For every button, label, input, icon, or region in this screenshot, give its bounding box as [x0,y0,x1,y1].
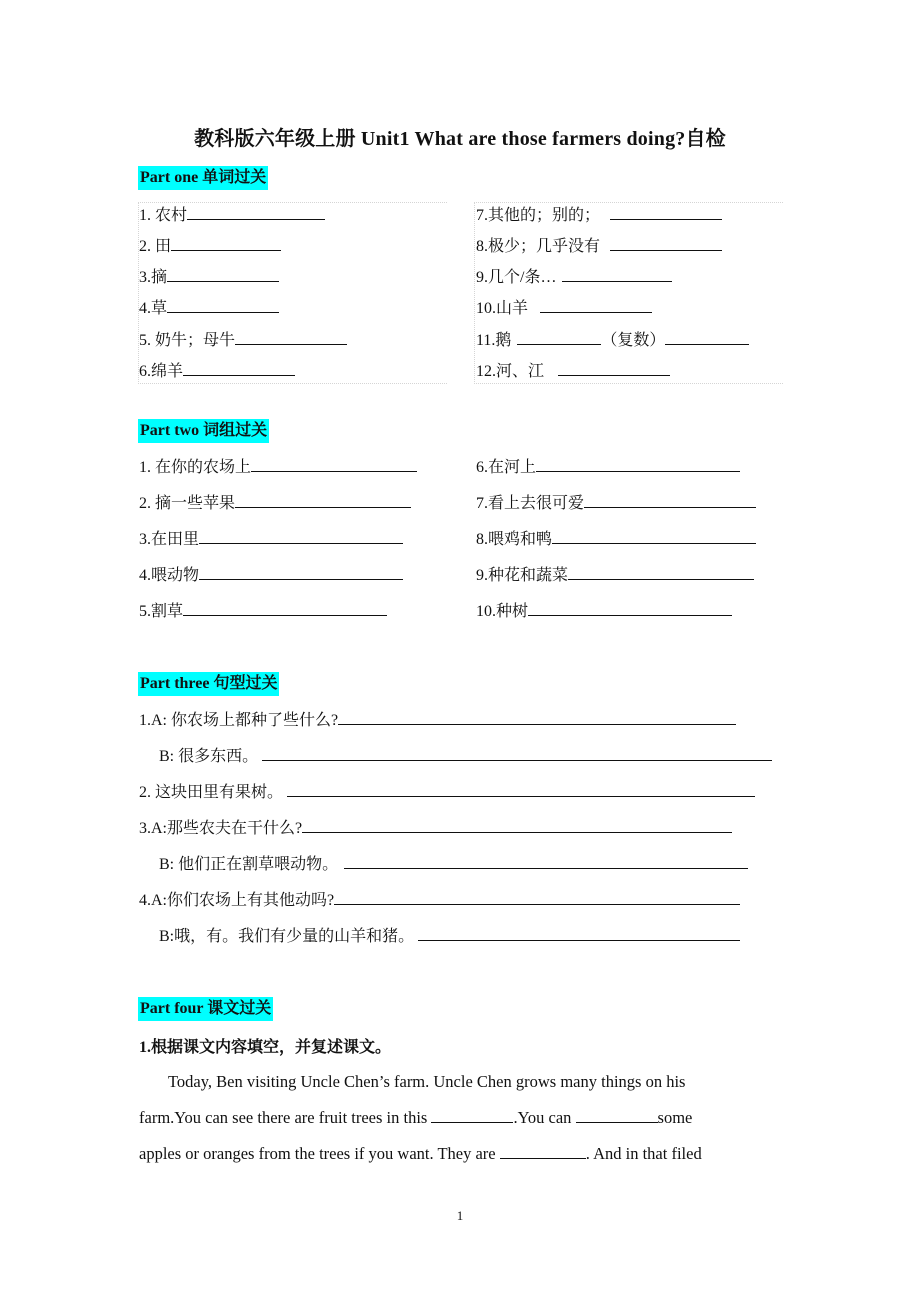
word-item: 7.其他的；别的； [476,201,722,229]
sentence-item: 1.A: 你农场上都种了些什么? [139,706,736,734]
word-item: 10.山羊 [476,294,652,322]
answer-blank[interactable] [235,326,347,345]
part-four-instruction: 1.根据课文内容填空，并复述课文。 [139,1039,392,1056]
phrase-item: 1. 在你的农场上 [139,453,417,481]
word-item: 6.绵羊 [139,357,295,385]
word-item: 2. 田 [139,232,281,260]
answer-blank[interactable] [199,525,403,544]
answer-blank[interactable] [418,922,740,941]
answer-blank[interactable] [558,357,670,376]
passage-line: apples or oranges from the trees if you want. They are . And in that filed [139,1136,702,1172]
phrase-item: 2. 摘一些苹果 [139,489,411,517]
phrase-item: 7.看上去很可爱 [476,489,756,517]
answer-blank[interactable] [287,778,755,797]
phrase-item: 5.割草 [139,597,387,625]
answer-blank[interactable] [302,814,732,833]
part-two-heading: Part two 词组过关 [138,419,269,443]
answer-blank[interactable] [171,232,281,251]
sentence-item: B: 他们正在割草喂动物。 [159,850,748,878]
answer-blank[interactable] [235,489,411,508]
answer-blank[interactable] [610,201,722,220]
part-four-heading: Part four 课文过关 [138,997,273,1021]
word-item: 4.草 [139,294,279,322]
sentence-item: B: 很多东西。 [159,742,772,770]
answer-blank[interactable] [540,294,652,313]
part-one-heading: Part one 单词过关 [138,166,268,190]
answer-blank[interactable] [536,453,740,472]
phrase-item: 8.喂鸡和鸭 [476,525,756,553]
answer-blank[interactable] [552,525,756,544]
answer-blank[interactable] [528,597,732,616]
phrase-item: 6.在河上 [476,453,740,481]
answer-blank[interactable] [251,453,417,472]
answer-blank[interactable] [500,1140,586,1159]
answer-blank[interactable] [431,1104,513,1123]
phrase-item: 10.种树 [476,597,732,625]
part-three-heading: Part three 句型过关 [138,672,279,696]
word-item: 11.鹅 （复数） [476,326,749,354]
phrase-item: 3.在田里 [139,525,403,553]
answer-blank[interactable] [199,561,403,580]
answer-blank[interactable] [517,326,601,345]
answer-blank[interactable] [610,232,722,251]
answer-blank[interactable] [167,294,279,313]
answer-blank[interactable] [576,1104,658,1123]
answer-blank[interactable] [584,489,756,508]
word-item: 1. 农村 [139,201,325,229]
answer-blank[interactable] [167,263,279,282]
page-number: 1 [456,1208,464,1223]
answer-blank[interactable] [183,597,387,616]
sentence-item: B:哦，有。我们有少量的山羊和猪。 [159,922,740,950]
word-item: 9.几个/条… [476,263,672,291]
answer-blank[interactable] [562,263,672,282]
page-title: 教科版六年级上册 Unit1 What are those farmers doing?自检 [194,128,726,150]
answer-blank[interactable] [665,326,749,345]
answer-blank[interactable] [334,886,740,905]
word-item: 3.摘 [139,263,279,291]
answer-blank[interactable] [183,357,295,376]
answer-blank[interactable] [262,742,772,761]
phrase-item: 9.种花和蔬菜 [476,561,754,589]
sentence-item: 2. 这块田里有果树。 [139,778,755,806]
answer-blank[interactable] [568,561,754,580]
word-item: 5. 奶牛；母牛 [139,326,347,354]
word-item: 8.极少；几乎没有 [476,232,722,260]
passage-line: Today, Ben visiting Uncle Chen’s farm. Uncle Chen grows many things on his [168,1072,686,1091]
sentence-item: 3.A:那些农夫在干什么? [139,814,732,842]
answer-blank[interactable] [344,850,748,869]
answer-blank[interactable] [187,201,325,220]
word-item: 12.河、江 [476,357,670,385]
phrase-item: 4.喂动物 [139,561,403,589]
sentence-item: 4.A:你们农场上有其他动吗? [139,886,740,914]
passage-line: farm.You can see there are fruit trees in this .You can some [139,1100,692,1136]
answer-blank[interactable] [338,706,736,725]
